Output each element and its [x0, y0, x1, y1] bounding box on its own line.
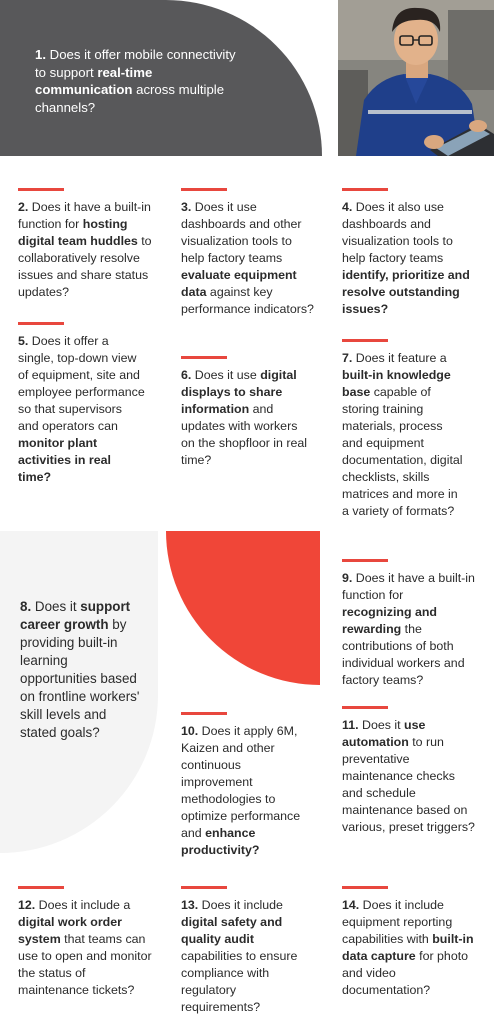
question-3: 3. Does it use dashboards and other visualization tools to help factory teams evaluate equipment data against key performance indicators? — [181, 200, 314, 316]
question-7: 7. Does it feature a built-in knowledge base capable of storing training materials, process and equipment documentation, digital checklists, skills matrices and more in a variety of formats? — [342, 351, 463, 518]
red-divider — [18, 886, 64, 889]
hero-banner — [0, 0, 322, 156]
question-10: 10. Does it apply 6M, Kaizen and other continuous improvement methodologies to optimize performance and enhance productivity? — [181, 724, 301, 857]
worker-with-tablet-photo — [338, 0, 494, 156]
red-divider — [342, 706, 388, 709]
question-4: 4. Does it also use dashboards and visualization tools to help factory teams identify, prioritize and resolve outstanding issues? — [342, 200, 470, 316]
red-divider — [342, 886, 388, 889]
question-13: 13. Does it include digital safety and quality audit capabilities to ensure compliance with regulatory requirements? — [181, 898, 298, 1014]
red-divider — [181, 188, 227, 191]
question-12: 12. Does it include a digital work order system that teams can use to open and monitor the status of maintenance tickets? — [18, 898, 152, 997]
red-divider — [18, 322, 64, 325]
question-5: 5. Does it offer a single, top-down view of equipment, site and employee performance so that supervisors and operators can monitor plant activities in real time? — [18, 334, 145, 484]
red-divider — [181, 886, 227, 889]
worker-photo-illustration — [338, 0, 494, 156]
question-9: 9. Does it have a built-in function for recognizing and rewarding the contributions of both individual workers and factory teams? — [342, 571, 475, 687]
red-divider — [342, 559, 388, 562]
question-8: 8. Does it support career growth by providing built-in learning opportunities based on frontline workers' skill levels and stated goals? — [20, 599, 140, 740]
red-divider — [342, 339, 388, 342]
question-2: 2. Does it have a built-in function for hosting digital team huddles to collaboratively resolve issues and share status updates? — [18, 200, 152, 299]
red-divider — [18, 188, 64, 191]
question-14: 14. Does it include equipment reporting capabilities with built-in data capture for photo and video documentation? — [342, 898, 474, 997]
question-11: 11. Does it use automation to run preventative maintenance checks and schedule maintenance based on various, preset triggers? — [342, 718, 475, 834]
red-divider — [342, 188, 388, 191]
question-1: 1. Does it offer mobile connectivity to support real-time communication across multiple channels? — [35, 47, 236, 115]
question-number: 1. — [35, 47, 46, 62]
red-divider — [181, 356, 227, 359]
red-divider — [181, 712, 227, 715]
question-6: 6. Does it use digital displays to share information and updates with workers on the shopfloor in real time? — [181, 368, 308, 467]
red-quarter-circle-shape — [166, 531, 320, 685]
